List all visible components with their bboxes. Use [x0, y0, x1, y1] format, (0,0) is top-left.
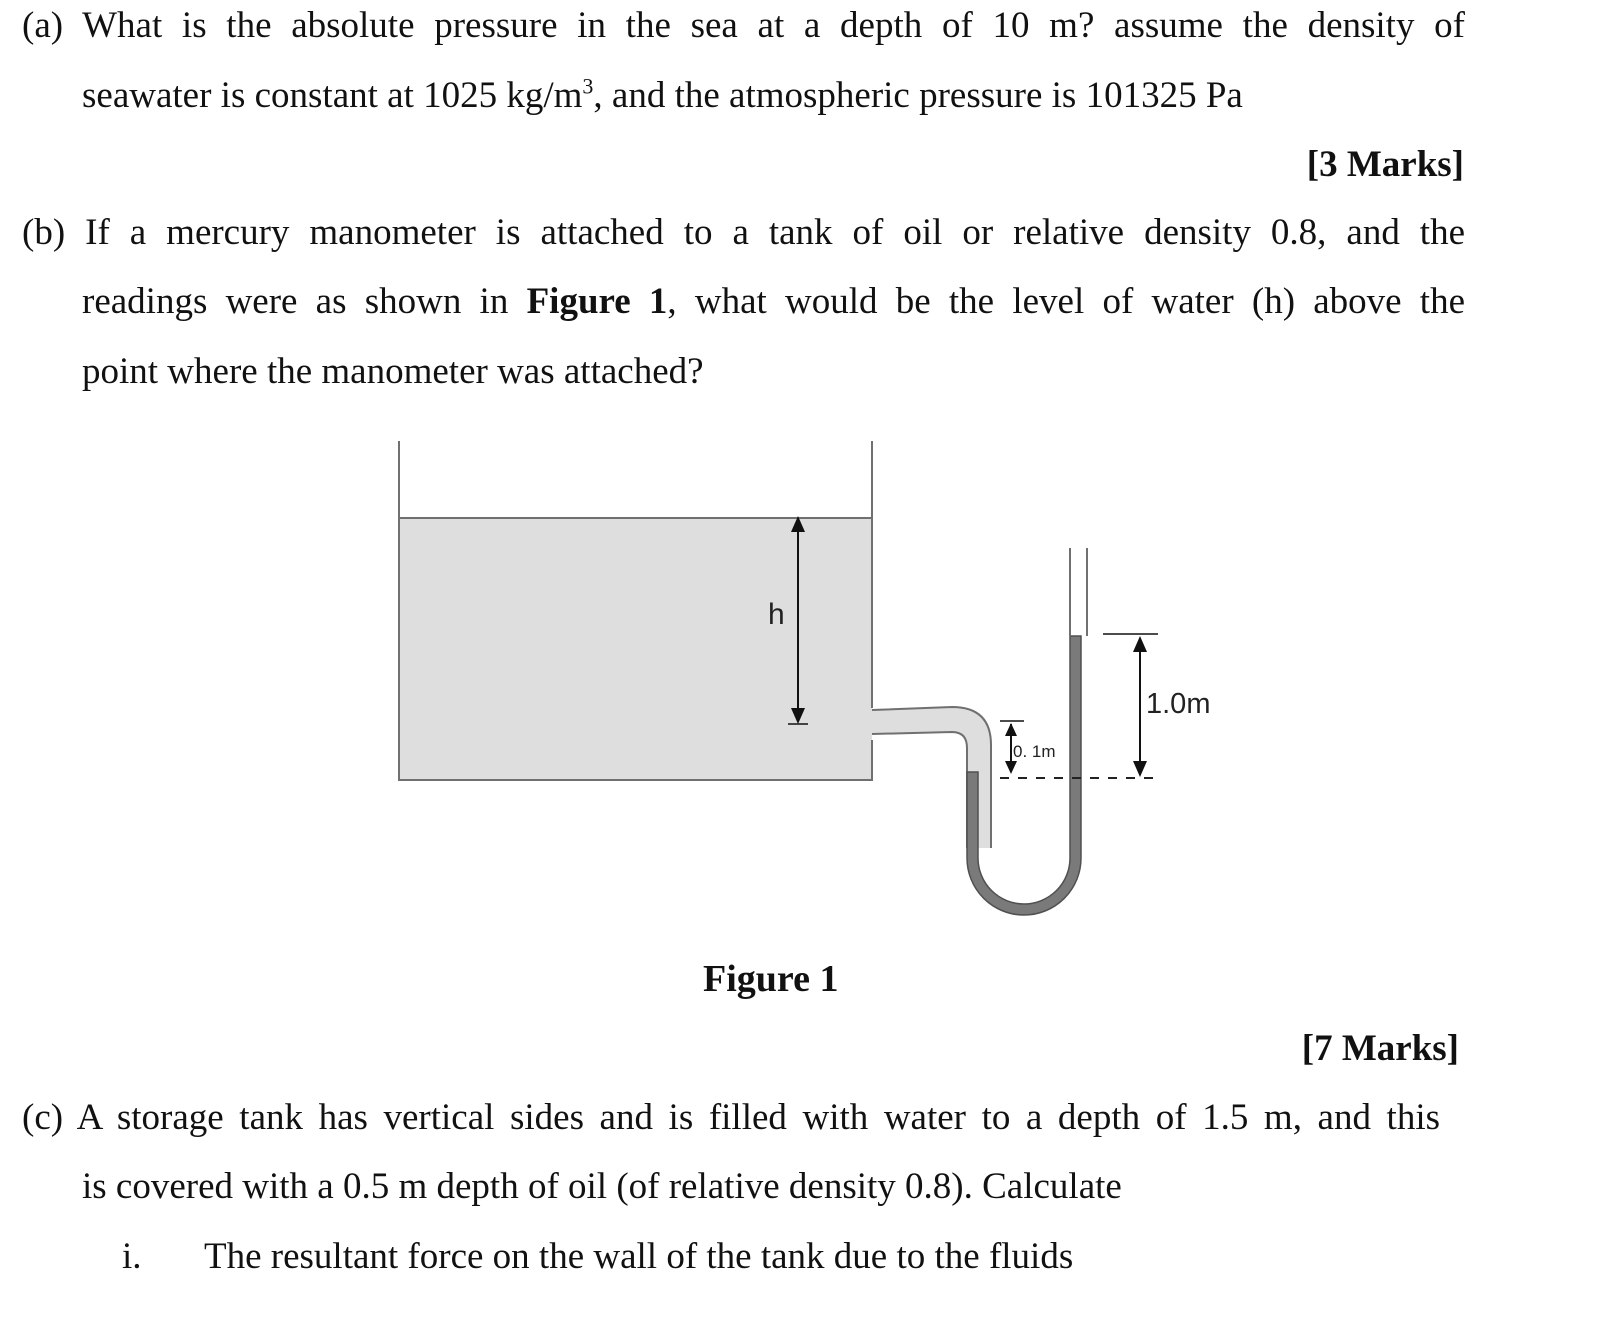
- question-a-text-2: seawater is constant at 1025 kg/m: [82, 75, 583, 116]
- dimension-small-arrow-bottom: [1005, 761, 1017, 774]
- figure-caption: Figure 1: [703, 958, 839, 1000]
- dimension-small-arrow-top: [1005, 723, 1017, 736]
- question-a-marks: [3 Marks]: [1306, 144, 1464, 185]
- question-b-text-2: readings were as shown in: [82, 281, 527, 322]
- question-c-line-2: is covered with a 0.5 m depth of oil (of relative density 0.8). Calculate: [82, 1166, 1122, 1207]
- question-a-label: (a): [22, 5, 64, 46]
- question-b-marks: [7 Marks]: [1301, 1028, 1459, 1069]
- question-b-text-2b: , what would be the level of water (h) above the: [667, 281, 1465, 322]
- question-a-text-2b: , and the atmospheric pressure is 101325 Pa: [593, 75, 1243, 116]
- question-b-label: (b): [22, 212, 66, 253]
- pipe-outline-bottom: [872, 732, 967, 848]
- question-b-line-3: point where the manometer was attached?: [82, 351, 704, 392]
- label-h: h: [768, 598, 785, 631]
- label-1-0m: 1.0m: [1146, 688, 1211, 720]
- question-c-label: (c): [22, 1097, 64, 1138]
- dimension-large-arrow-top: [1133, 636, 1147, 652]
- question-c-item-i-text: The resultant force on the wall of the tank due to the fluids: [204, 1236, 1074, 1277]
- dimension-large-arrow-bottom: [1133, 761, 1147, 777]
- superscript-3: 3: [582, 73, 594, 99]
- question-c-item-i-number: i.: [122, 1236, 142, 1277]
- label-0-1m: 0. 1m: [1013, 742, 1056, 761]
- question-c-text-1: A storage tank has vertical sides and is filled with water to a depth of 1.5 m, and this: [76, 1097, 1440, 1138]
- figure-reference: Figure 1: [526, 281, 668, 322]
- question-b-text-1: If a mercury manometer is attached to a tank of oil or relative density 0.8, and the: [85, 212, 1465, 253]
- question-a-text-1: What is the absolute pressure in the sea at a depth of 10 m? assume the density of: [82, 5, 1465, 46]
- tank-fluid: [399, 518, 872, 780]
- question-c-line-1: [22, 1096, 1440, 1140]
